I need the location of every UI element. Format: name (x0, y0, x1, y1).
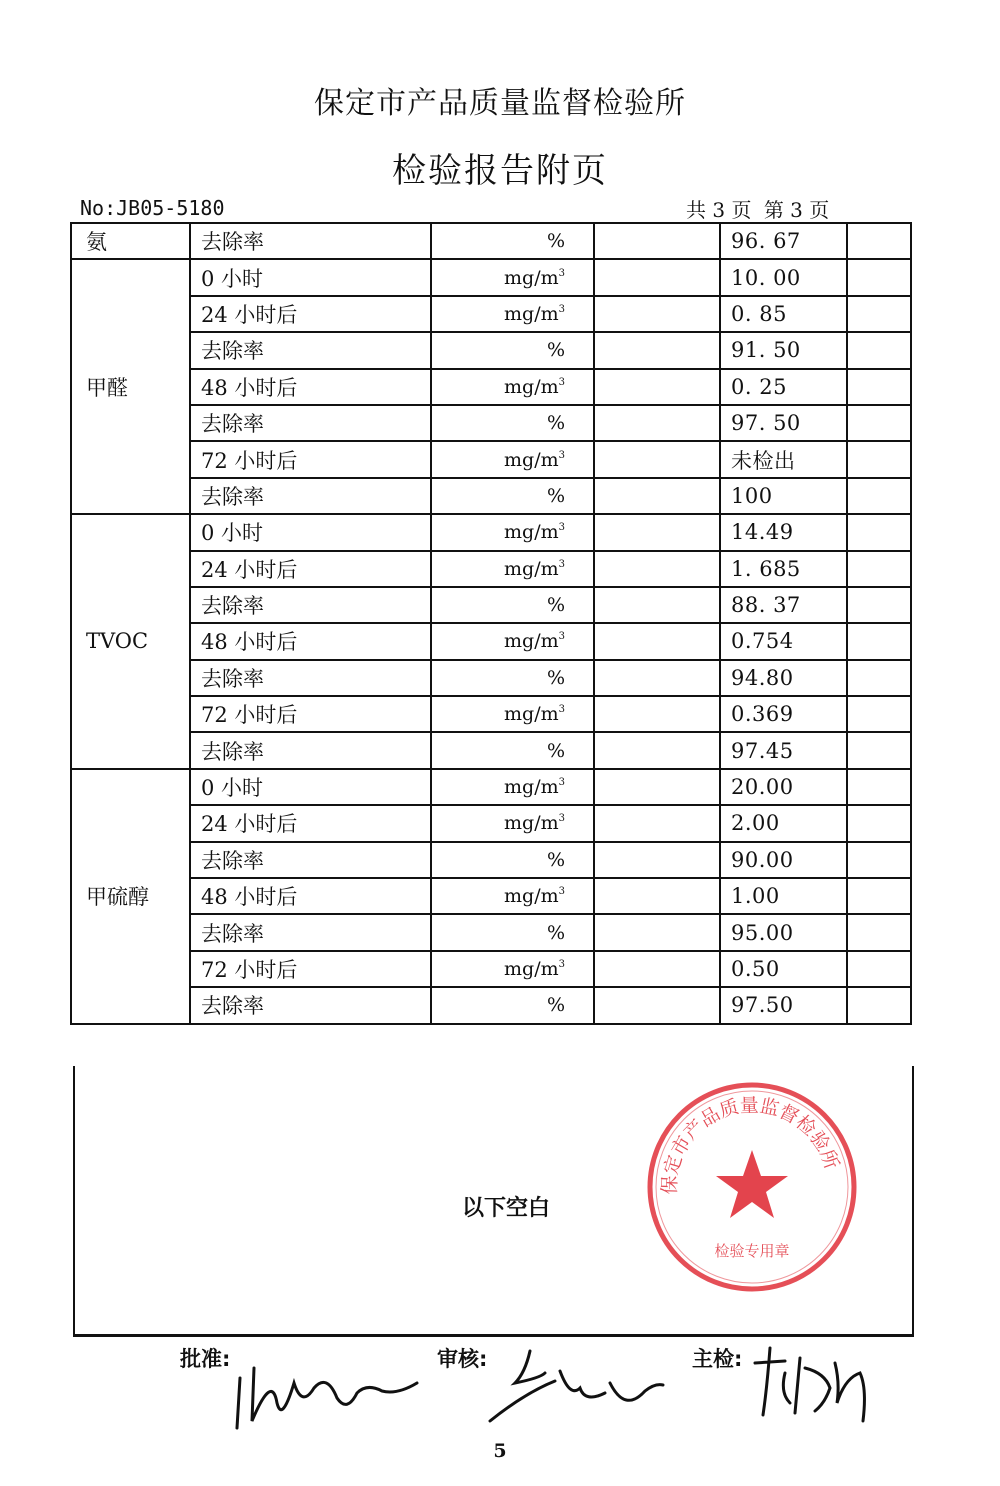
unit-cell: $mg/m^3$ (431, 296, 594, 332)
empty-cell (847, 296, 911, 332)
seal-star-icon (716, 1150, 788, 1218)
unit-cell: % (431, 332, 594, 368)
unit-cell: $mg/m^3$ (431, 551, 594, 587)
empty-cell (594, 732, 720, 768)
empty-cell (847, 696, 911, 732)
empty-cell (847, 332, 911, 368)
results-table (70, 222, 912, 1025)
empty-cell (594, 405, 720, 441)
item-label-cell: 去除率 (190, 732, 431, 768)
empty-cell (594, 332, 720, 368)
item-label-cell: 去除率 (190, 405, 431, 441)
unit-cell: $mg/m^3$ (431, 878, 594, 914)
item-label-cell: 72 小时后 (190, 696, 431, 732)
empty-cell (847, 805, 911, 841)
inspector-label: 主检: (692, 1347, 743, 1371)
item-label-cell: 24 小时后 (190, 805, 431, 841)
value-cell: 未检出 (720, 441, 847, 477)
current-page: 第 3 页 (763, 198, 830, 222)
unit-cell: $mg/m^3$ (431, 441, 594, 477)
item-label-cell: 去除率 (190, 587, 431, 623)
empty-cell (594, 478, 720, 514)
value-cell: 1.00 (720, 878, 847, 914)
empty-cell (594, 660, 720, 696)
value-cell: 100 (720, 478, 847, 514)
value-cell: 90.00 (720, 842, 847, 878)
unit-cell: % (431, 987, 594, 1023)
table-row (71, 478, 911, 514)
empty-cell (847, 914, 911, 950)
empty-cell (847, 623, 911, 659)
table-row (71, 842, 911, 878)
value-cell: 0.754 (720, 623, 847, 659)
unit-cell: $mg/m^3$ (431, 951, 594, 987)
item-label-cell: 0 小时 (190, 259, 431, 295)
table-row (71, 587, 911, 623)
unit-cell: $mg/m^3$ (431, 805, 594, 841)
table-row (71, 332, 911, 368)
table-row (71, 551, 911, 587)
table-row (71, 732, 911, 768)
empty-cell (594, 369, 720, 405)
table-row (71, 623, 911, 659)
value-cell: 14.49 (720, 514, 847, 550)
table-row (71, 223, 911, 259)
value-cell: 91. 50 (720, 332, 847, 368)
value-cell: 2.00 (720, 805, 847, 841)
value-cell: 95.00 (720, 914, 847, 950)
category-cell: 甲醛 (71, 259, 190, 514)
unit-cell: % (431, 914, 594, 950)
table-row (71, 805, 911, 841)
table-row (71, 769, 911, 805)
table-row (71, 660, 911, 696)
table-row (71, 296, 911, 332)
value-cell: 88. 37 (720, 587, 847, 623)
empty-cell (594, 223, 720, 259)
svg-text:检验专用章: 检验专用章 (714, 1242, 790, 1260)
item-label-cell: 去除率 (190, 914, 431, 950)
unit-cell: % (431, 587, 594, 623)
report-title: 检验报告附页 (392, 151, 608, 191)
blank-note: 以下空白 (462, 1196, 551, 1221)
approve-label: 批准: (180, 1347, 231, 1371)
empty-cell (594, 259, 720, 295)
empty-cell (847, 842, 911, 878)
approver-signature (232, 1353, 422, 1433)
empty-cell (594, 587, 720, 623)
unit-cell: $mg/m^3$ (431, 369, 594, 405)
value-cell: 97. 50 (720, 405, 847, 441)
unit-cell: $mg/m^3$ (431, 623, 594, 659)
empty-cell (847, 514, 911, 550)
official-seal (645, 1080, 859, 1294)
page-indicator (686, 194, 835, 223)
empty-cell (847, 660, 911, 696)
item-label-cell: 24 小时后 (190, 296, 431, 332)
empty-cell (594, 551, 720, 587)
empty-cell (594, 623, 720, 659)
empty-cell (847, 951, 911, 987)
item-label-cell: 72 小时后 (190, 441, 431, 477)
category-cell: TVOC (71, 514, 190, 769)
empty-cell (847, 478, 911, 514)
empty-cell (594, 769, 720, 805)
empty-cell (594, 441, 720, 477)
empty-cell (594, 951, 720, 987)
item-label-cell: 48 小时后 (190, 369, 431, 405)
empty-cell (594, 514, 720, 550)
table-row (71, 987, 911, 1023)
item-label-cell: 去除率 (190, 332, 431, 368)
value-cell: 96. 67 (720, 223, 847, 259)
empty-cell (594, 987, 720, 1023)
unit-cell: % (431, 732, 594, 768)
signature-row (0, 1343, 1000, 1443)
item-label-cell: 去除率 (190, 987, 431, 1023)
value-cell: 0.369 (720, 696, 847, 732)
item-label-cell: 去除率 (190, 478, 431, 514)
table-row (71, 405, 911, 441)
unit-cell: % (431, 478, 594, 514)
category-cell: 氨 (71, 223, 190, 259)
item-label-cell: 0 小时 (190, 514, 431, 550)
reviewer-signature (485, 1343, 665, 1428)
item-label-cell: 去除率 (190, 223, 431, 259)
table-row (71, 259, 911, 295)
unit-cell: $mg/m^3$ (431, 696, 594, 732)
value-cell: 97.50 (720, 987, 847, 1023)
item-label-cell: 去除率 (190, 660, 431, 696)
item-label-cell: 去除率 (190, 842, 431, 878)
table-row (71, 696, 911, 732)
table-row (71, 441, 911, 477)
empty-cell (847, 587, 911, 623)
table-row (71, 951, 911, 987)
value-cell: 0.50 (720, 951, 847, 987)
unit-cell: $mg/m^3$ (431, 769, 594, 805)
empty-cell (594, 696, 720, 732)
empty-cell (847, 441, 911, 477)
empty-cell (594, 878, 720, 914)
category-cell: 甲硫醇 (71, 769, 190, 1024)
item-label-cell: 72 小时后 (190, 951, 431, 987)
unit-cell: % (431, 660, 594, 696)
item-label-cell: 48 小时后 (190, 878, 431, 914)
review-label: 审核: (437, 1347, 488, 1371)
value-cell: 97.45 (720, 732, 847, 768)
empty-cell (847, 769, 911, 805)
value-cell: 10. 00 (720, 259, 847, 295)
unit-cell: $mg/m^3$ (431, 259, 594, 295)
empty-cell (847, 369, 911, 405)
value-cell: 20.00 (720, 769, 847, 805)
unit-cell: $mg/m^3$ (431, 514, 594, 550)
empty-cell (847, 878, 911, 914)
value-cell: 0. 25 (720, 369, 847, 405)
svg-text:保定市产品质量监督检验所: 保定市产品质量监督检验所 (658, 1094, 843, 1195)
organization-name: 保定市产品质量监督检验所 (314, 86, 686, 121)
unit-cell: % (431, 405, 594, 441)
table-row (71, 878, 911, 914)
table-row (71, 914, 911, 950)
report-number: No:JB05-5180 (80, 196, 225, 220)
table-row (71, 514, 911, 550)
value-cell: 0. 85 (720, 296, 847, 332)
total-pages: 共 3 页 (686, 198, 752, 222)
empty-cell (847, 987, 911, 1023)
unit-cell: % (431, 842, 594, 878)
table-row (71, 369, 911, 405)
empty-cell (594, 296, 720, 332)
page-number: 5 (493, 1440, 507, 1462)
item-label-cell: 48 小时后 (190, 623, 431, 659)
empty-cell (847, 551, 911, 587)
inspector-signature (745, 1343, 880, 1428)
empty-cell (847, 259, 911, 295)
unit-cell: % (431, 223, 594, 259)
empty-cell (847, 732, 911, 768)
empty-cell (847, 223, 911, 259)
empty-cell (594, 842, 720, 878)
value-cell: 1. 685 (720, 551, 847, 587)
empty-cell (847, 405, 911, 441)
empty-cell (594, 914, 720, 950)
empty-cell (594, 805, 720, 841)
item-label-cell: 24 小时后 (190, 551, 431, 587)
value-cell: 94.80 (720, 660, 847, 696)
item-label-cell: 0 小时 (190, 769, 431, 805)
